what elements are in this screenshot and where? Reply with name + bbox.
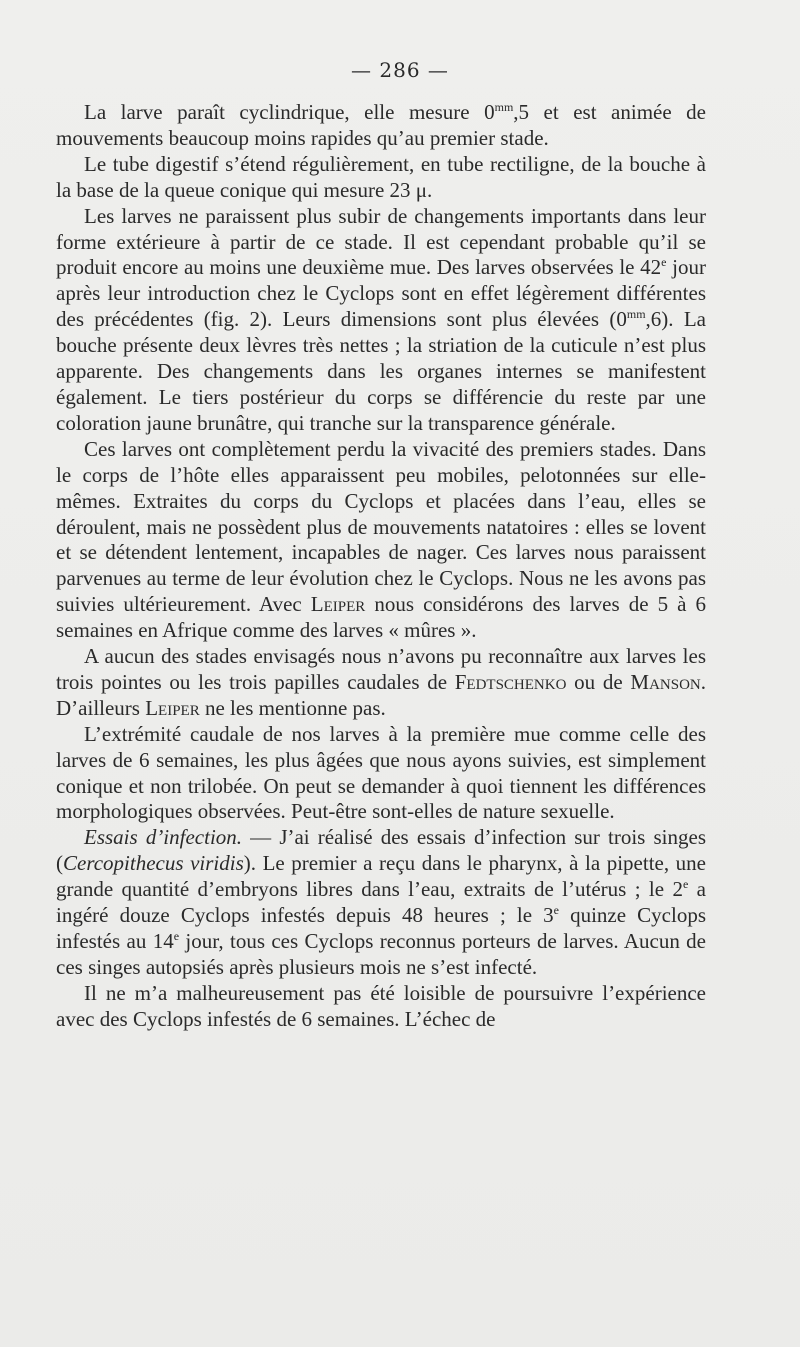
author-name: Manson [630,669,701,694]
text-run: ,6). La bouche présente deux lèvres très nettes ; la striation de la cuticule n’est plus apparente. Des changements dans les organes internes se manifestent également. Le tiers postérieur du corps se différencie du reste par une coloration jaune brunâtre, qui tranche sur la transparence générale. [56,307,706,435]
author-name: Fedtschenko [454,669,567,694]
text-run: ne les mentionne pas. [199,695,386,720]
superscript: e [553,903,559,918]
text-run: A aucun des stades envisagés nous n’avons pu reconnaître aux larves les trois pointes ou les trois papilles caudales de [56,644,706,694]
paragraph [56,100,706,152]
superscript: mm [626,307,646,322]
text-run: — J’ai réalisé des essais d’infection sur trois singes ( [56,825,706,876]
text-run: ou de [566,669,631,694]
superscript: e [661,255,667,270]
text-run: . D’ailleurs [56,669,706,720]
text-run: Il ne m’a malheureusement pas été loisible de poursuivre l’expérience avec des Cyclops infestés de 6 semaines. L’échec de [56,980,706,1031]
italic-text: Essais d’infection. [84,825,243,850]
paragraph [56,152,706,204]
text-run: Le tube digestif s’étend régulièrement, en tube rectiligne, de la bouche à la base de la queue conique qui mesure 23 μ. [56,151,706,202]
text-run: Les larves ne paraissent plus subir de changements importants dans leur forme extérieure à partir de ce stade. Il est cependant probable qu’il se produit encore au moins une deuxième mue. Des larves observées le 42 [56,203,706,280]
text-run: L’extrémité caudale de nos larves à la première mue comme celle des larves de 6 semaines, les plus âgées que nous ayons suivies, est simplement conique et non trilobée. On peut se demander à quoi tiennent les différences morphologiques observées. Peut-être sont-elles de nature sexuelle. [56,721,706,824]
paragraph [56,644,706,722]
text-run: Ces larves ont complètement perdu la vivacité des premiers stades. Dans le corps de l’hôte elles apparaissent peu mobiles, pelotonnées sur elle-mêmes. Extraites du corps du Cyclops et placées dans l’eau, elles se déroulent, mais ne possèdent plus de mouvements natatoires : elles se lovent et se détendent lentement, incapables de nager. Ces larves nous paraissent parvenues au terme de leur évolution chez le Cyclops. Nous ne les avons pas suivies ultérieurement. Avec [56,436,706,617]
paragraph [56,981,706,1033]
text-run: jour après leur introduction chez le Cyclops sont en effet légèrement différentes des précédentes (fig. 2). Leurs dimensions sont plus élevées (0 [56,255,706,332]
author-name: Leiper [310,592,366,617]
text-run: nous considérons des larves de 5 à 6 semaines en Afrique comme des larves « mûres ». [56,592,707,643]
paragraph [56,722,706,826]
text-run: La larve paraît cyclindrique, elle mesure 0 [84,100,495,124]
paragraph [56,437,706,644]
body-text [56,100,706,1033]
paragraph [56,825,706,980]
text-run: ). Le premier a reçu dans le pharynx, à la pipette, une grande quantité d’embryons libres dans l’eau, extraits de l’utérus ; le 2 [56,851,706,902]
italic-text: Cercopithecus viridis [63,851,244,876]
page-number: — 286 — [351,58,449,82]
text-run: quinze Cyclops infestés au 14 [56,903,707,953]
text-run: jour, tous ces Cyclops reconnus porteurs de larves. Aucun de ces singes autopsiés après plusieurs mois ne s’est infecté. [56,929,706,979]
text-run: a ingéré douze Cyclops infestés depuis 48 heures ; le 3 [56,877,707,928]
superscript: e [682,877,689,892]
superscript: e [173,929,180,943]
superscript: mm [494,100,514,114]
author-name: Leiper [145,695,200,720]
text-run: ,5 et est animée de mouvements beaucoup moins rapides qu’au premier stade. [56,100,707,150]
paragraph [56,204,706,437]
